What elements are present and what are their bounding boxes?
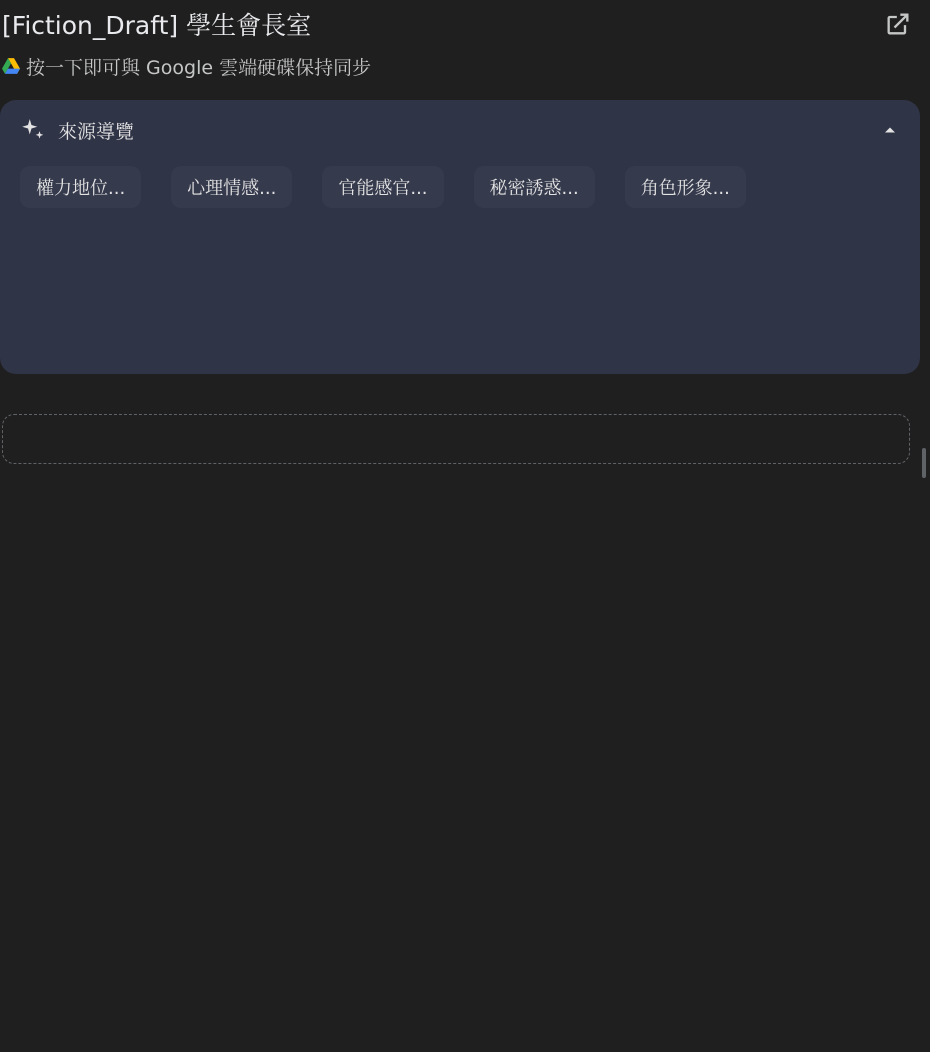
sparkle-icon bbox=[20, 117, 46, 143]
card-header[interactable] bbox=[20, 112, 900, 148]
topic-chip[interactable]: 權力地位... bbox=[20, 166, 141, 208]
topic-chip[interactable]: 秘密誘惑... bbox=[474, 166, 595, 208]
drive-sync-label: 按一下即可與 Google 雲端硬碟保持同步 bbox=[26, 56, 372, 79]
drive-sync-banner[interactable] bbox=[0, 42, 930, 90]
card-title: 來源導覽 bbox=[58, 120, 135, 143]
topic-chips bbox=[20, 166, 900, 208]
scrollbar-thumb[interactable] bbox=[922, 448, 926, 478]
open-in-new-icon[interactable] bbox=[884, 10, 912, 38]
chevron-up-icon[interactable] bbox=[880, 120, 900, 140]
topic-chip[interactable]: 心理情感... bbox=[171, 166, 292, 208]
page-title: [Fiction_Draft] 學生會長室 bbox=[2, 11, 312, 40]
topic-chip[interactable]: 角色形象... bbox=[625, 166, 746, 208]
google-drive-icon bbox=[2, 58, 20, 74]
document-body-placeholder bbox=[2, 414, 910, 464]
topic-chip[interactable]: 官能感官... bbox=[322, 166, 443, 208]
page-header bbox=[0, 0, 930, 42]
source-overview-card bbox=[0, 100, 920, 374]
